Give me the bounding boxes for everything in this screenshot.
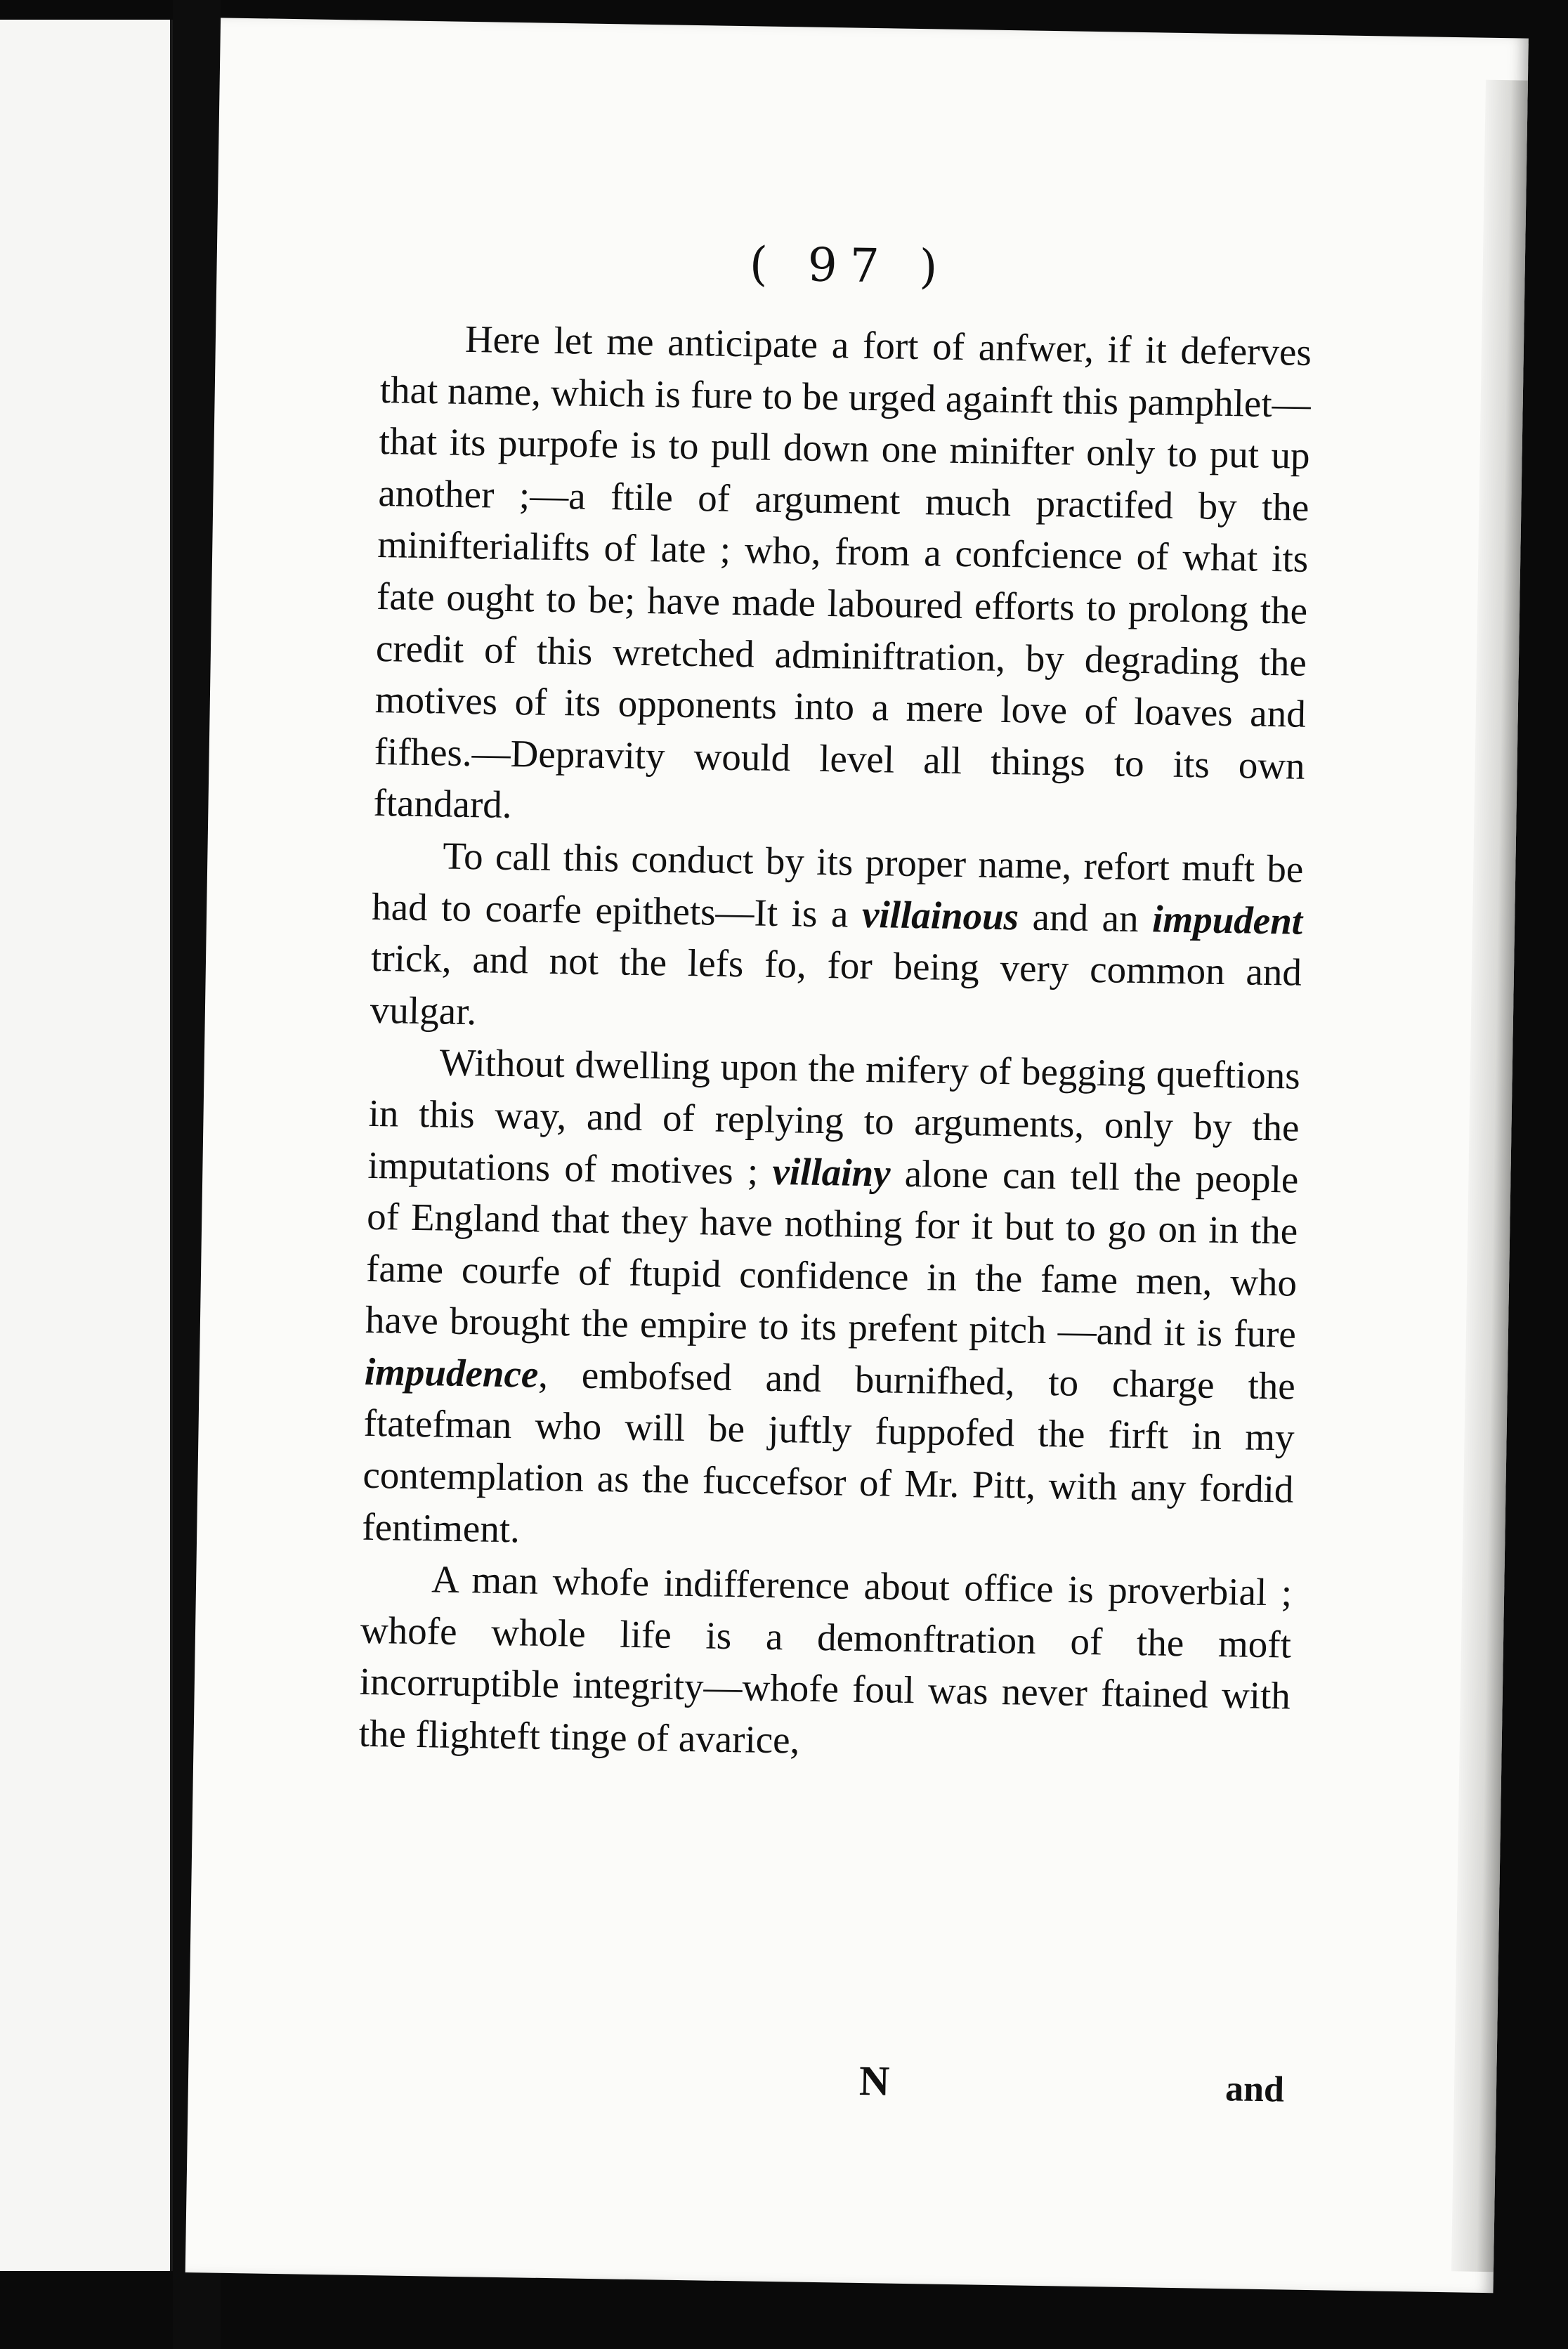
paragraph: [370, 829, 1303, 1050]
catchword: and: [1224, 2069, 1285, 2110]
text-run: , embofsed and burnifhed, to charge the ftatefman who will be juftly fuppofed the firft in my contemplation as the fuccefsor of Mr. Pitt, with any fordid fentiment.: [361, 1352, 1296, 1550]
italic-word: impudent: [1151, 896, 1303, 943]
page-fore-edge: [1451, 80, 1528, 2272]
text-run: Without dwelling upon the mifery of begging queftions in this way, and of replying to arguments, only by the imputations of motives ;: [367, 1040, 1301, 1193]
text-run: and an: [1018, 894, 1153, 940]
text-run: alone can tell the people of England that they have nothing for it but to go on in the fame courfe of ftupid confidence in the fame men, who have brought the empire to its prefent pitch —and it is fure: [365, 1151, 1299, 1356]
book-page: [185, 18, 1529, 2293]
text-run: To call this conduct by its proper name, refort muft be had to coarfe epithets—It is a: [371, 834, 1304, 936]
paragraph: [362, 1035, 1300, 1567]
paragraph: [358, 1552, 1292, 1774]
italic-word: impudence: [364, 1349, 539, 1396]
italic-word: villainy: [772, 1149, 891, 1195]
paragraph: [373, 312, 1312, 844]
facing-page-edge: [0, 20, 173, 2271]
page-footer: [353, 2049, 1284, 2120]
signature-mark: N: [858, 2057, 890, 2105]
text-run: A man whofe indifference about office is proverbial ; whofe whole life is a demonftration of the moft incorruptible integrity—whofe foul was never ftained with the flighteft tinge of avarice,: [358, 1557, 1293, 1762]
italic-word: villainous: [861, 892, 1019, 938]
body-text: [358, 312, 1312, 1774]
text-run: Here let me anticipate a fort of anfwer, if it deferves that name, which is fure to be urged againft this pamphlet—that its purpofe is to pull down one minifter only to put up another ;—a ftile of argument much practifed by the minifterialifts of late ; who, from a confcience of what its fate ought to be; have made laboured efforts to prolong the credit of this wretched adminiftration, by degrading the motives of its opponents into a mere love of loaves and fifhes.—Depravity would level all things to its own ftandard.: [373, 317, 1312, 827]
text-run: trick, and not the lefs fo, for being very common and vulgar.: [370, 936, 1302, 1033]
page-number-header: ( 97 ): [749, 237, 950, 294]
